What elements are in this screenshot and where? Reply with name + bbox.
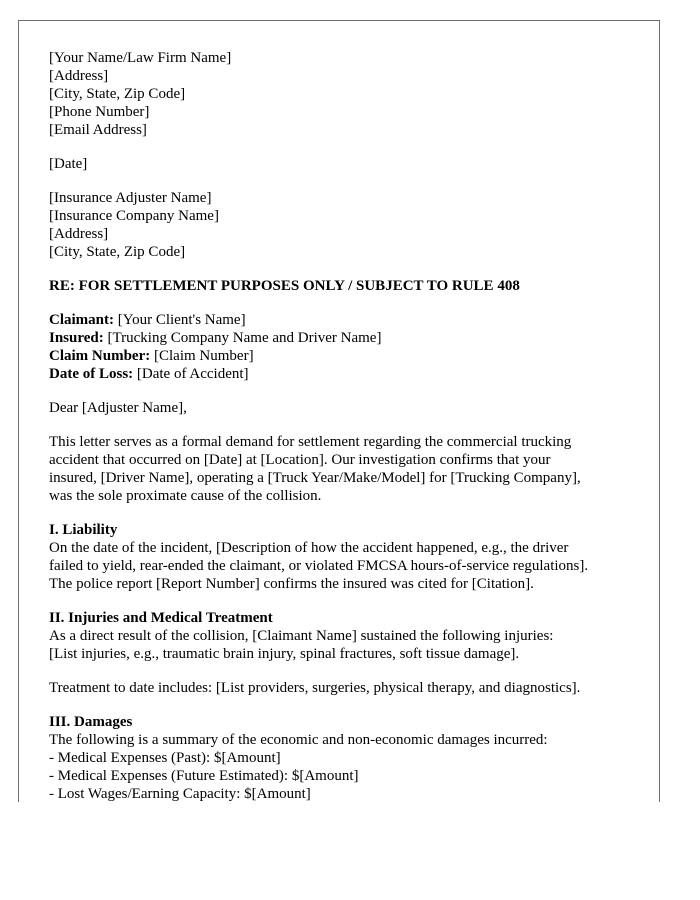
sender-city-state-zip: [City, State, Zip Code]: [49, 86, 186, 102]
claim-field-value: [Trucking Company Name and Driver Name]: [103, 330, 382, 346]
liability-line: On the date of the incident, [Description of how the accident happened, e.g., the driver: [49, 540, 569, 556]
claim-field-claimant: [49, 311, 639, 329]
claim-field-label: Claim Number:: [49, 348, 151, 364]
damages-heading: III. Damages: [49, 714, 133, 730]
damages-line: - Lost Wages/Earning Capacity: $[Amount]: [49, 786, 311, 802]
liability-line: failed to yield, rear-ended the claimant, or violated FMCSA hours-of-service regulations].: [49, 558, 589, 574]
damages-line: The following is a summary of the economic and non-economic damages incurred:: [49, 732, 548, 748]
injuries-heading: II. Injuries and Medical Treatment: [49, 610, 273, 626]
recipient-address: [Address]: [49, 226, 109, 242]
sender-address: [Address]: [49, 68, 109, 84]
claim-field-claim-number: [49, 347, 639, 365]
sender-name: [Your Name/Law Firm Name]: [49, 50, 232, 66]
claim-field-value: [Claim Number]: [150, 348, 254, 364]
letter-content: [49, 49, 639, 802]
damages-line: - Medical Expenses (Past): $[Amount]: [49, 750, 281, 766]
injuries-line: As a direct result of the collision, [Claimant Name] sustained the following injuries:: [49, 628, 554, 644]
claim-field-label: Date of Loss:: [49, 366, 134, 382]
date-block: [49, 155, 639, 173]
claim-field-value: [Your Client's Name]: [114, 312, 246, 328]
claim-field-label: Claimant:: [49, 312, 114, 328]
claim-field-label: Insured:: [49, 330, 104, 346]
claim-fields-block: [49, 311, 639, 383]
intro-line: insured, [Driver Name], operating a [Truck Year/Make/Model] for [Trucking Company],: [49, 470, 581, 486]
treatment-paragraph: [49, 679, 639, 697]
letter-date: [Date]: [49, 156, 88, 172]
claim-field-insured: [49, 329, 639, 347]
recipient-city-state-zip: [City, State, Zip Code]: [49, 244, 186, 260]
recipient-block: [49, 189, 639, 261]
salutation-block: [49, 399, 639, 417]
sender-phone: [Phone Number]: [49, 104, 150, 120]
treatment-line: Treatment to date includes: [List providers, surgeries, physical therapy, and diagnostics].: [49, 680, 581, 696]
salutation: Dear [Adjuster Name],: [49, 400, 187, 416]
sender-block: [49, 49, 639, 139]
intro-line: was the sole proximate cause of the collision.: [49, 488, 322, 504]
liability-heading: I. Liability: [49, 522, 118, 538]
damages-section: [49, 713, 639, 802]
re-line: RE: FOR SETTLEMENT PURPOSES ONLY / SUBJECT TO RULE 408: [49, 278, 520, 294]
claim-field-date-of-loss: [49, 365, 639, 383]
intro-line: accident that occurred on [Date] at [Location]. Our investigation confirms that your: [49, 452, 551, 468]
recipient-company-name: [Insurance Company Name]: [49, 208, 219, 224]
sender-email: [Email Address]: [49, 122, 147, 138]
liability-section: [49, 521, 639, 593]
intro-line: This letter serves as a formal demand for settlement regarding the commercial trucking: [49, 434, 572, 450]
recipient-adjuster-name: [Insurance Adjuster Name]: [49, 190, 212, 206]
damages-line: - Medical Expenses (Future Estimated): $[Amount]: [49, 768, 359, 784]
liability-line: The police report [Report Number] confirms the insured was cited for [Citation].: [49, 576, 534, 592]
injuries-line: [List injuries, e.g., traumatic brain injury, spinal fractures, soft tissue damage].: [49, 646, 520, 662]
intro-paragraph: [49, 433, 639, 505]
letter-page: [18, 20, 660, 802]
claim-field-value: [Date of Accident]: [133, 366, 249, 382]
injuries-section: [49, 609, 639, 663]
